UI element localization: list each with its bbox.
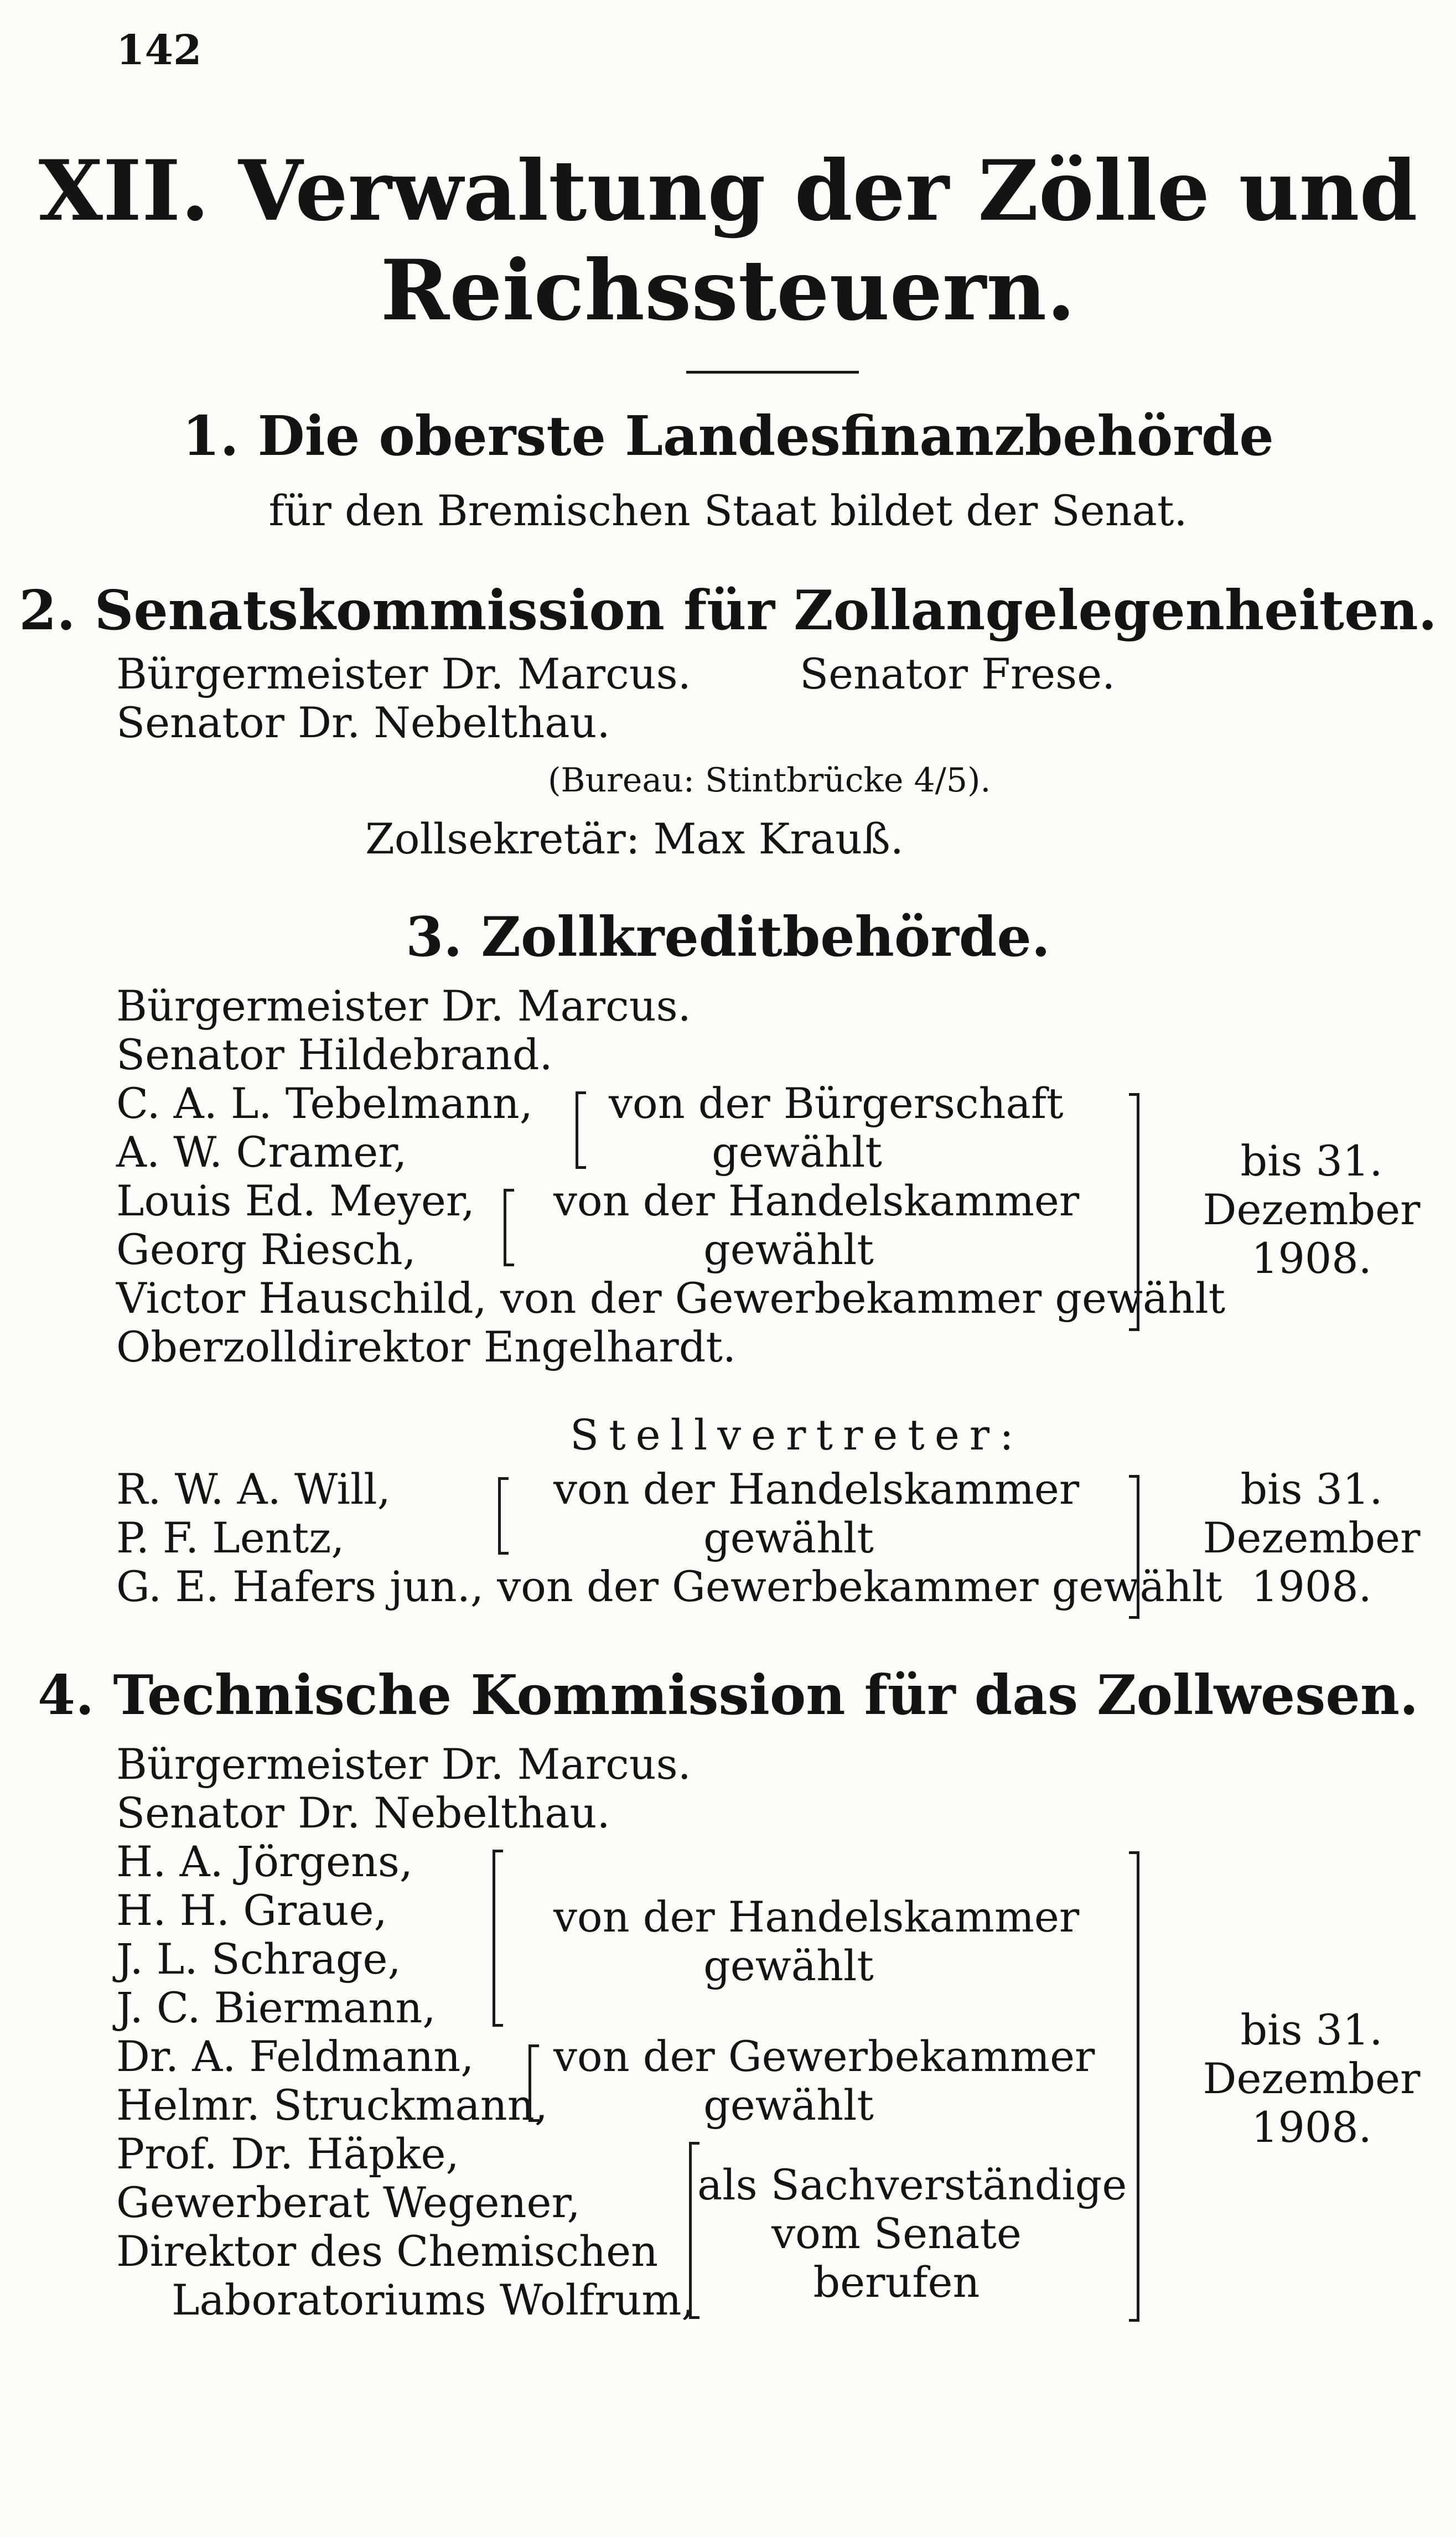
member-schrage: J. L. Schrage, (116, 1934, 401, 1984)
member-wegener: Gewerberat Wegener, (116, 2178, 581, 2227)
deputies-label: Stellvertreter: (570, 1410, 1024, 1459)
deputies-group-line-1: von der Handelskammer (553, 1464, 1080, 1514)
member-marcus: Bürgermeister Dr. Marcus. (116, 1739, 691, 1789)
member-feldmann: Dr. A. Feldmann, (116, 2032, 474, 2081)
term-line-2: Dezember (1203, 2054, 1421, 2103)
section-1-heading: 1. Die oberste Landesfinanzbehörde (182, 405, 1274, 468)
member-joergens: H. A. Jörgens, (116, 1837, 413, 1886)
member-graue: H. H. Graue, (116, 1886, 387, 1935)
term-line-1: bis 31. (1240, 1136, 1383, 1185)
member-hauschild: Victor Hauschild, von der Gewerbekammer gewählt (116, 1273, 1226, 1323)
page-number: 142 (116, 27, 202, 74)
member-marcus: Bürgermeister Dr. Marcus. (116, 649, 691, 698)
deputies-term-line-3: 1908. (1251, 1562, 1372, 1611)
group-buergerschaft-line-2: gewählt (712, 1127, 882, 1177)
group-sachverstaendige-line-3: berufen (813, 2258, 980, 2307)
member-meyer: Louis Ed. Meyer, (116, 1176, 475, 1225)
group-handelskammer-line-2: gewählt (703, 1225, 874, 1274)
deputy-will: R. W. A. Will, (116, 1464, 391, 1514)
deputies-group-line-2: gewählt (703, 1513, 874, 1562)
member-riesch: Georg Riesch, (116, 1225, 416, 1274)
bureau-address: (Bureau: Stintbrücke 4/5). (548, 761, 991, 800)
bracket-gewerbekammer (528, 2044, 539, 2122)
group-gewerbekammer-line-2: gewählt (703, 2080, 874, 2130)
section-2-heading: 2. Senatskommission für Zollangelegenheiten. (19, 579, 1437, 643)
deputy-hafers: G. E. Hafers jun., von der Gewerbekammer gewählt (116, 1562, 1222, 1611)
member-cramer: A. W. Cramer, (116, 1127, 407, 1177)
group-buergerschaft-line-1: von der Bürgerschaft (609, 1079, 1064, 1128)
bracket-buergerschaft (576, 1091, 586, 1169)
group-gewerbekammer-line-1: von der Gewerbekammer (553, 2032, 1095, 2081)
bracket-deputies-term (1129, 1475, 1139, 1619)
member-haepke: Prof. Dr. Häpke, (116, 2129, 459, 2178)
term-line-1: bis 31. (1240, 2005, 1383, 2054)
member-frese: Senator Frese. (800, 649, 1116, 698)
member-tebelmann: C. A. L. Tebelmann, (116, 1079, 533, 1128)
bracket-term (1129, 1851, 1139, 2322)
member-engelhardt: Oberzolldirektor Engelhardt. (116, 1322, 737, 1371)
member-marcus: Bürgermeister Dr. Marcus. (116, 981, 691, 1031)
section-3-heading: 3. Zollkreditbehörde. (406, 905, 1050, 969)
member-wolfrum-line-1: Direktor des Chemischen (116, 2227, 659, 2276)
section-1-text: für den Bremischen Staat bildet der Senat. (268, 486, 1188, 535)
term-line-2: Dezember (1203, 1185, 1421, 1234)
member-wolfrum-line-2: Laboratoriums Wolfrum, (172, 2275, 695, 2324)
group-sachverstaendige-line-1: als Sachverständige (697, 2160, 1127, 2209)
section-4-heading: 4. Technische Kommission für das Zollwesen. (37, 1664, 1419, 1727)
member-nebelthau: Senator Dr. Nebelthau. (116, 1788, 610, 1837)
member-struckmann: Helmr. Struckmann, (116, 2080, 548, 2130)
zoll-secretary: Zollsekretär: Max Krauß. (365, 814, 904, 863)
deputies-term-line-1: bis 31. (1240, 1464, 1383, 1514)
page-title-line-2: Reichssteuern. (380, 242, 1076, 339)
bracket-term (1129, 1093, 1139, 1331)
group-sachverstaendige-line-2: vom Senate (771, 2209, 1022, 2258)
page-title-line-1: XII. Verwaltung der Zölle und (38, 142, 1418, 240)
bracket-handelskammer (493, 1850, 503, 2027)
member-nebelthau: Senator Dr. Nebelthau. (116, 698, 610, 747)
bracket-handelskammer (504, 1189, 514, 1266)
term-line-3: 1908. (1251, 2103, 1372, 2152)
bracket-deputies-handelskammer (498, 1477, 509, 1555)
member-hildebrand: Senator Hildebrand. (116, 1030, 553, 1079)
deputy-lentz: P. F. Lentz, (116, 1513, 345, 1562)
group-handelskammer-line-2: gewählt (703, 1941, 874, 1990)
deputies-term-line-2: Dezember (1203, 1513, 1421, 1562)
title-divider (686, 371, 859, 374)
member-biermann: J. C. Biermann, (116, 1983, 436, 2032)
term-line-3: 1908. (1251, 1234, 1372, 1283)
group-handelskammer-line-1: von der Handelskammer (553, 1176, 1080, 1225)
group-handelskammer-line-1: von der Handelskammer (553, 1892, 1080, 1941)
